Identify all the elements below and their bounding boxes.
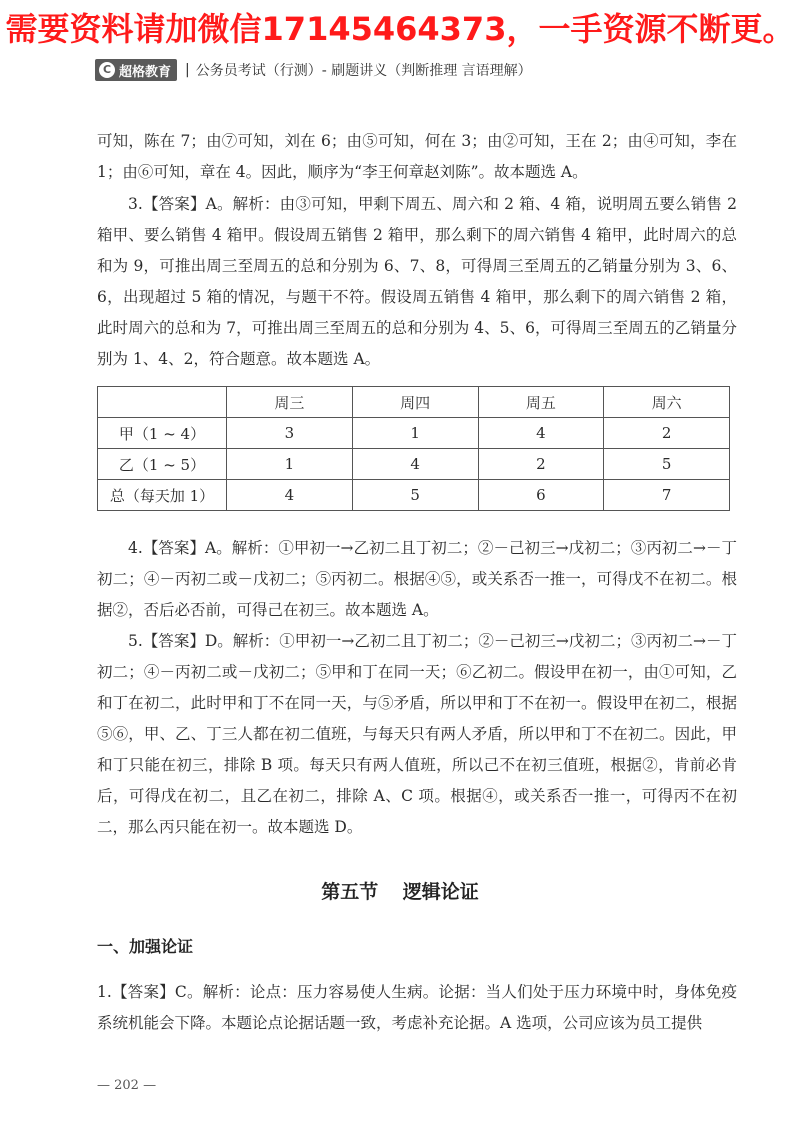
logo-icon: C (99, 62, 115, 78)
page-header (95, 56, 532, 84)
table-cell: 4 (352, 449, 478, 480)
paragraph-strengthen-q1: 1.【答案】C。解析：论点：压力容易使人生病。论据：当人们处于压力环境中时，身体免疫系统机能会下降。本题论点论据话题一致，考虑补充论据。A 选项，公司应该为员工提供 (97, 983, 737, 1032)
table-header-cell: 周三 (227, 387, 353, 418)
table-cell: 4 (227, 480, 353, 511)
paragraph-q3: 3.【答案】A。解析：由③可知，甲剩下周五、周六和 2 箱、4 箱，说明周五要么销售 2 箱甲、要么销售 4 箱甲。假设周五销售 2 箱甲，那么剩下的周六销售 4 箱甲，此时周六的总和为 9，可推出周三至周五的总和分别为 6、7、8，可得周三至周五的乙销量分别为 3、6、6，出现超过 5 箱的情况，与题干不符。假设周五销售 4 箱甲，那么剩下的周六销售 2 箱，此时周六的总和为 7，可推出周三至周五的总和分别为 4、5、6，可得周三至周五的乙销量分别为 1、4、2，符合题意。故本题选 A。 (97, 195, 738, 368)
publisher-logo (95, 59, 177, 81)
sales-table (97, 386, 730, 511)
table-cell: 5 (352, 480, 478, 511)
watermark-banner: 需要资料请加微信17145464373，一手资源不断更。 (5, 10, 795, 48)
table-cell: 6 (478, 480, 604, 511)
header-separator: | (185, 62, 190, 78)
row-label: 乙（1 ~ 5） (98, 449, 227, 480)
row-label: 总（每天加 1） (98, 480, 227, 511)
table-cell: 2 (478, 449, 604, 480)
page-number: — 202 — (97, 1078, 157, 1093)
header-title: 公务员考试（行测）- 刷题讲义（判断推理 言语理解） (195, 63, 532, 79)
table-header-cell: 周六 (604, 387, 730, 418)
table-cell: 2 (604, 418, 730, 449)
table-cell: 1 (227, 449, 353, 480)
table-row (98, 418, 730, 449)
paragraph-continuation: 可知，陈在 7；由⑦可知，刘在 6；由⑤可知，何在 3；由②可知，王在 2；由④可知，李在 1；由⑥可知，章在 4。因此，顺序为“李王何章赵刘陈”。故本题选 A。 (97, 132, 737, 181)
table-cell: 1 (352, 418, 478, 449)
paragraph-q4: 4.【答案】A。解析：①甲初一→乙初二且丁初二；②－己初三→戊初二；③丙初二→－丁初二；④－丙初二或－戊初二；⑤丙初二。根据④⑤，或关系否一推一，可得戊不在初二。根据②，否后必否前，可得己在初三。故本题选 A。 (97, 539, 737, 619)
table-row (98, 449, 730, 480)
table-cell: 7 (604, 480, 730, 511)
table-cell: 3 (227, 418, 353, 449)
section-title: 第五节 逻辑论证 (321, 881, 479, 903)
paragraph-q5: 5.【答案】D。解析：①甲初一→乙初二且丁初二；②－己初三→戊初二；③丙初二→－丁初二；④－丙初二或－戊初二；⑤甲和丁在同一天；⑥乙初二。假设甲在初一，由①可知，乙和丁在初二，此时甲和丁不在同一天，与⑤矛盾，所以甲和丁不在初一。假设甲在初二，根据⑤⑥，甲、乙、丁三人都在初二值班，与每天只有两人矛盾，所以甲和丁不在初二。因此，甲和丁只能在初三，排除 B 项。每天只有两人值班，所以己不在初三值班，根据②，肯前必肯后，可得戊在初二，且乙在初二，排除 A、C 项。根据④，或关系否一推一，可得丙不在初二，那么丙只能在初一。故本题选 D。 (97, 632, 737, 836)
table-cell: 4 (478, 418, 604, 449)
table-header-cell: 周四 (352, 387, 478, 418)
table-header-cell: 周五 (478, 387, 604, 418)
subsection-title: 一、加强论证 (97, 937, 194, 956)
table-corner (98, 387, 227, 418)
table-row (98, 480, 730, 511)
table-cell: 5 (604, 449, 730, 480)
row-label: 甲（1 ~ 4） (98, 418, 227, 449)
logo-text: 超格教育 (119, 64, 172, 80)
table-header-row (98, 387, 730, 418)
